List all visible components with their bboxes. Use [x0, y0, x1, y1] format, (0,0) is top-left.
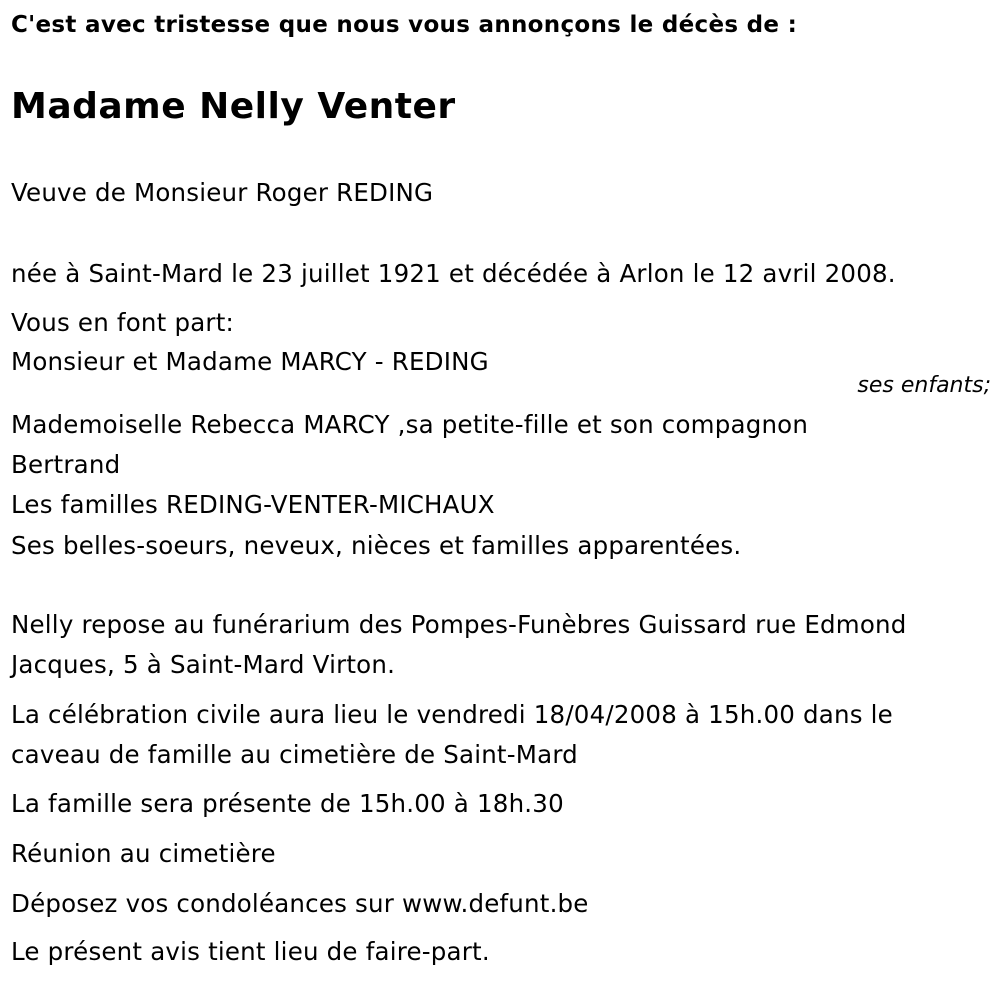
family-line: Mademoiselle Rebecca MARCY ,sa petite-fille et son compagnon [11, 410, 809, 439]
detail-line: Le présent avis tient lieu de faire-part. [11, 937, 490, 966]
detail-line: La célébration civile aura lieu le vendredi 18/04/2008 à 15h.00 dans le [11, 700, 893, 729]
family-line: Monsieur et Madame MARCY - REDING [11, 347, 489, 376]
intro-heading: C'est avec tristesse que nous vous annonçons le décès de : [11, 12, 798, 38]
detail-line: caveau de famille au cimetière de Saint-Mard [11, 740, 578, 769]
family-line: Bertrand [11, 450, 121, 479]
detail-line: Jacques, 5 à Saint-Mard Virton. [11, 650, 396, 679]
detail-line: La famille sera présente de 15h.00 à 18h.30 [11, 789, 564, 818]
detail-line: Nelly repose au funérarium des Pompes-Funèbres Guissard rue Edmond [11, 610, 907, 639]
family-line: Les familles REDING-VENTER-MICHAUX [11, 490, 495, 519]
notify-intro: Vous en font part: [11, 308, 234, 337]
condolences-line: Déposez vos condoléances sur www.defunt.be [11, 889, 589, 918]
detail-line: Réunion au cimetière [11, 839, 276, 868]
children-label: ses enfants; [857, 373, 991, 398]
obituary-notice [11, 0, 991, 989]
widow-of-line: Veuve de Monsieur Roger REDING [11, 178, 434, 207]
family-line: Ses belles-soeurs, neveux, nièces et familles apparentées. [11, 531, 742, 560]
birth-death-line: née à Saint-Mard le 23 juillet 1921 et décédée à Arlon le 12 avril 2008. [11, 259, 896, 288]
deceased-name: Madame Nelly Venter [11, 86, 456, 127]
